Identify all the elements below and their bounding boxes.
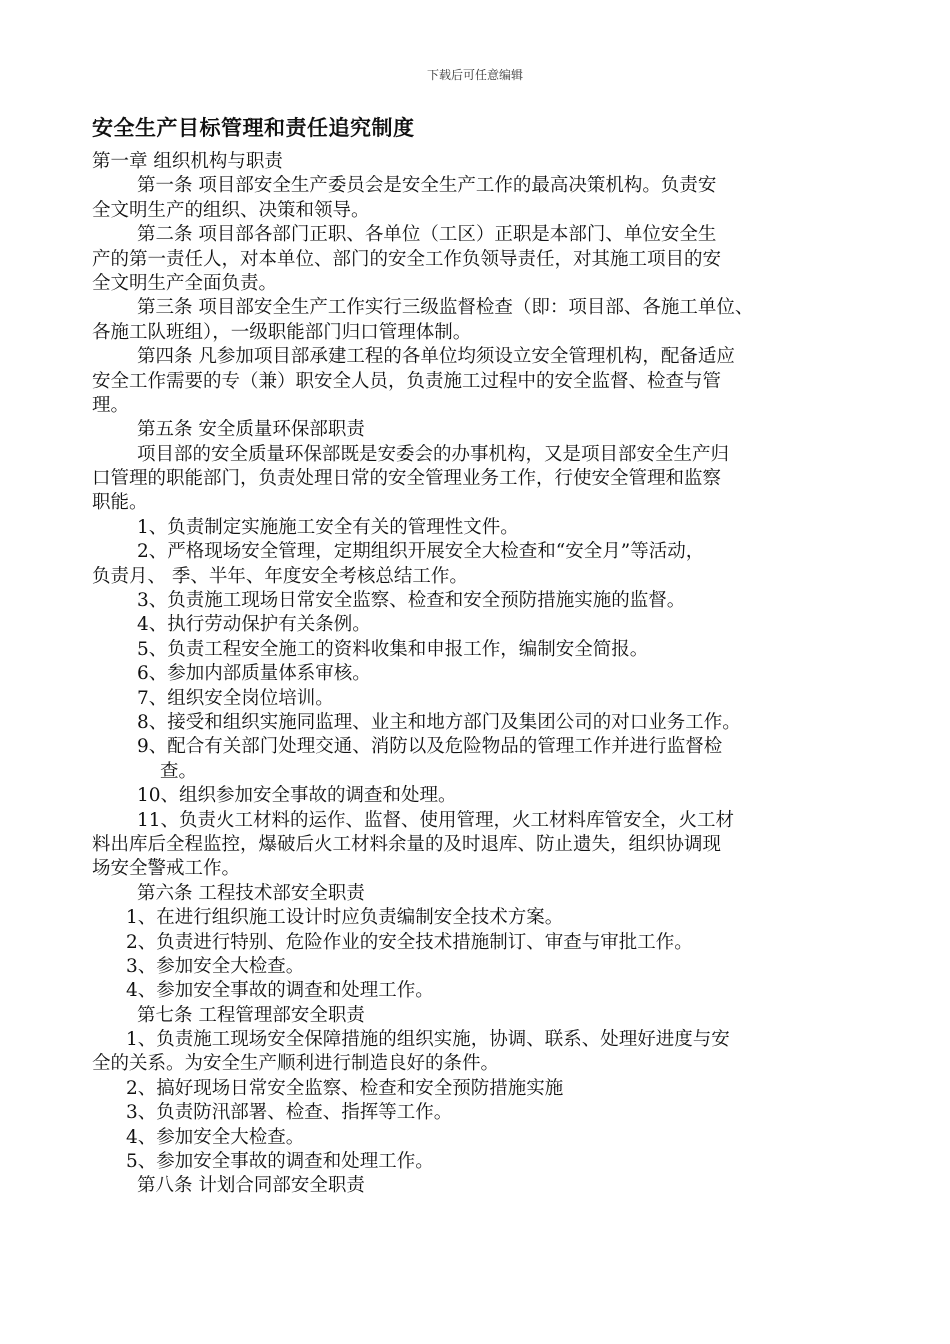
text-line: 口管理的职能部门，负责处理日常的安全管理业务工作，行使安全管理和监察 (92, 468, 722, 490)
page-header: 下载后可任意编辑 (426, 68, 523, 82)
text-line: 第三条 项目部安全生产工作实行三级监督检查（即：项目部、各施工单位、 (137, 297, 754, 319)
text-line: 第六条 工程技术部安全职责 (137, 882, 365, 904)
text-line: 全的关系。为安全生产顺利进行制造良好的条件。 (92, 1053, 500, 1075)
text-line: 第一条 项目部安全生产委员会是安全生产工作的最高决策机构。负责安 (137, 175, 717, 197)
text-line: 项目部的安全质量环保部既是安委会的办事机构，又是项目部安全生产归 (137, 443, 730, 465)
document-title: 安全生产目标管理和责任追究制度 (92, 116, 415, 140)
text-line: 3、负责防汛部署、检查、指挥等工作。 (126, 1102, 453, 1124)
text-line: 2、严格现场安全管理，定期组织开展安全大检查和“安全月”等活动， (137, 541, 705, 563)
text-line: 4、参加安全事故的调查和处理工作。 (126, 980, 434, 1002)
text-line: 1、负责制定实施施工安全有关的管理性文件。 (137, 516, 519, 538)
text-line: 全文明生产的组织、决策和领导。 (92, 199, 370, 221)
text-line: 4、参加安全大检查。 (126, 1126, 305, 1148)
text-line: 全文明生产全面负责。 (92, 272, 278, 294)
text-line: 料出库后全程监控，爆破后火工材料余量的及时退库、防止遗失，组织协调现 (92, 833, 722, 855)
text-line: 场安全警戒工作。 (92, 858, 241, 880)
text-line: 3、参加安全大检查。 (126, 955, 305, 977)
text-line: 第四条 凡参加项目部承建工程的各单位均须设立安全管理机构，配备适应 (137, 346, 735, 368)
text-line: 职能。 (92, 492, 148, 514)
text-line: 负责月、 季、半年、年度安全考核总结工作。 (92, 565, 468, 587)
document-body (92, 150, 860, 1199)
text-line: 10、组织参加安全事故的调查和处理。 (137, 785, 457, 807)
text-line: 8、接受和组织实施同监理、业主和地方部门及集团公司的对口业务工作。 (137, 711, 741, 733)
text-line: 第二条 项目部各部门正职、各单位（工区）正职是本部门、单位安全生 (137, 224, 717, 246)
text-line: 3、负责施工现场日常安全监察、检查和安全预防措施实施的监督。 (137, 590, 686, 612)
text-line: 6、参加内部质量体系审核。 (137, 663, 371, 685)
text-line: 各施工队班组），一级职能部门归口管理体制。 (92, 321, 472, 343)
text-line: 第七条 工程管理部安全职责 (137, 1004, 365, 1026)
text-line: 9、配合有关部门处理交通、消防以及危险物品的管理工作并进行监督检 (137, 736, 723, 758)
text-line: 2、搞好现场日常安全监察、检查和安全预防措施实施 (126, 1077, 564, 1099)
text-line: 查。 (160, 760, 198, 782)
text-line: 1、负责施工现场安全保障措施的组织实施，协调、联系、处理好进度与安 (126, 1029, 730, 1051)
text-line: 2、负责进行特别、危险作业的安全技术措施制订、审查与审批工作。 (126, 931, 693, 953)
text-line: 11、负责火工材料的运作、监督、使用管理，火工材料库管安全，火工材 (137, 809, 735, 831)
text-line: 5、参加安全事故的调查和处理工作。 (126, 1151, 434, 1173)
text-line: 第五条 安全质量环保部职责 (137, 419, 365, 441)
text-line: 1、在进行组织施工设计时应负责编制安全技术方案。 (126, 907, 564, 929)
text-line: 第八条 计划合同部安全职责 (137, 1175, 365, 1197)
text-line: 产的第一责任人，对本单位、部门的安全工作负领导责任，对其施工项目的安 (92, 248, 722, 270)
text-line: 5、负责工程安全施工的资料收集和申报工作，编制安全简报。 (137, 638, 649, 660)
text-line: 理。 (92, 394, 130, 416)
text-line: 第一章 组织机构与职责 (92, 151, 283, 172)
text-line: 安全工作需要的专（兼）职安全人员，负责施工过程中的安全监督、检查与管 (92, 370, 722, 392)
text-line: 7、组织安全岗位培训。 (137, 687, 334, 709)
text-line: 4、执行劳动保护有关条例。 (137, 614, 371, 636)
